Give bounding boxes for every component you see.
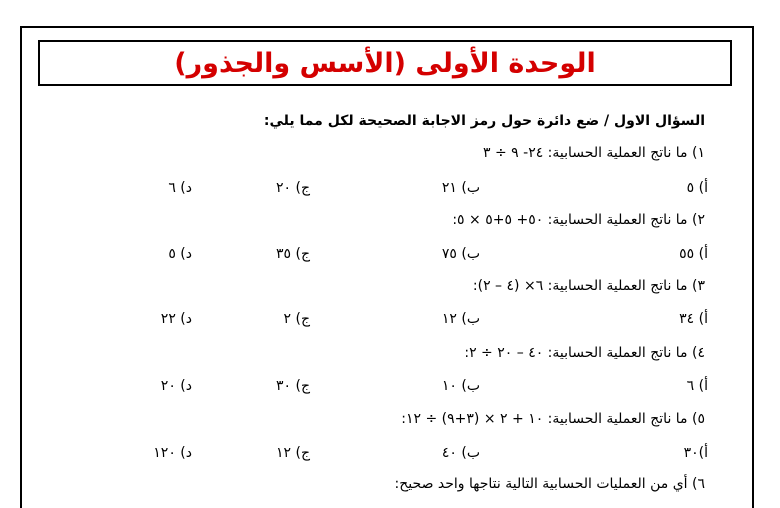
question-1-option-c[interactable]: ج) ٢٠ [276,180,310,196]
worksheet-frame [20,26,754,508]
unit-title-box [38,40,732,86]
question-5-option-c[interactable]: ج) ١٢ [276,445,310,461]
question-2-option-c[interactable]: ج) ٣٥ [276,246,310,262]
question-4-option-c[interactable]: ج) ٣٠ [276,378,310,394]
question-heading: السؤال الاول / ضع دائرة حول رمز الاجابة الصحيحة لكل مما يلي: [263,113,705,129]
question-5-option-d[interactable]: د) ١٢٠ [153,445,192,461]
question-1-option-a[interactable]: أ) ٥ [686,180,708,196]
question-3-option-a[interactable]: أ) ٣٤ [679,311,708,327]
question-4-option-a[interactable]: أ) ٦ [686,378,708,394]
question-3-option-b[interactable]: ب) ١٢ [441,311,480,327]
question-4-text: ٤) ما ناتج العملية الحسابية: ٤٠ – ٢٠ ÷ ٢: [464,345,705,361]
question-4-option-b[interactable]: ب) ١٠ [441,378,480,394]
question-1-option-b[interactable]: ب) ٢١ [441,180,480,196]
question-2-option-b[interactable]: ب) ٧٥ [441,246,480,262]
question-3-text: ٣) ما ناتج العملية الحسابية: ٦× (٤ – ٢): [472,278,705,294]
question-2-text: ٢) ما ناتج العملية الحسابية: ٥٠+ ٥+٥ × ٥: [452,212,705,228]
question-3-option-c[interactable]: ج) ٢ [283,311,310,327]
unit-title: الوحدة الأولى (الأسس والجذور) [174,47,596,79]
question-1-option-d[interactable]: د) ٦ [168,180,192,196]
question-5-option-b[interactable]: ب) ٤٠ [441,445,480,461]
question-6-text: ٦) أي من العمليات الحسابية التالية نتاجها واحد صحيح: [394,476,705,492]
question-2-option-a[interactable]: أ) ٥٥ [679,246,708,262]
question-5-text: ٥) ما ناتج العملية الحسابية: ١٠ + ٢ × (٣+٩) ÷ ١٢: [401,411,705,427]
question-5-option-a[interactable]: أ)٣٠ [683,445,708,461]
question-3-option-d[interactable]: د) ٢٢ [160,311,192,327]
question-4-option-d[interactable]: د) ٢٠ [160,378,192,394]
question-2-option-d[interactable]: د) ٥ [168,246,192,262]
question-1-text: ١) ما ناتج العملية الحسابية: ٢٤- ٩ ÷ ٣ [482,145,705,161]
